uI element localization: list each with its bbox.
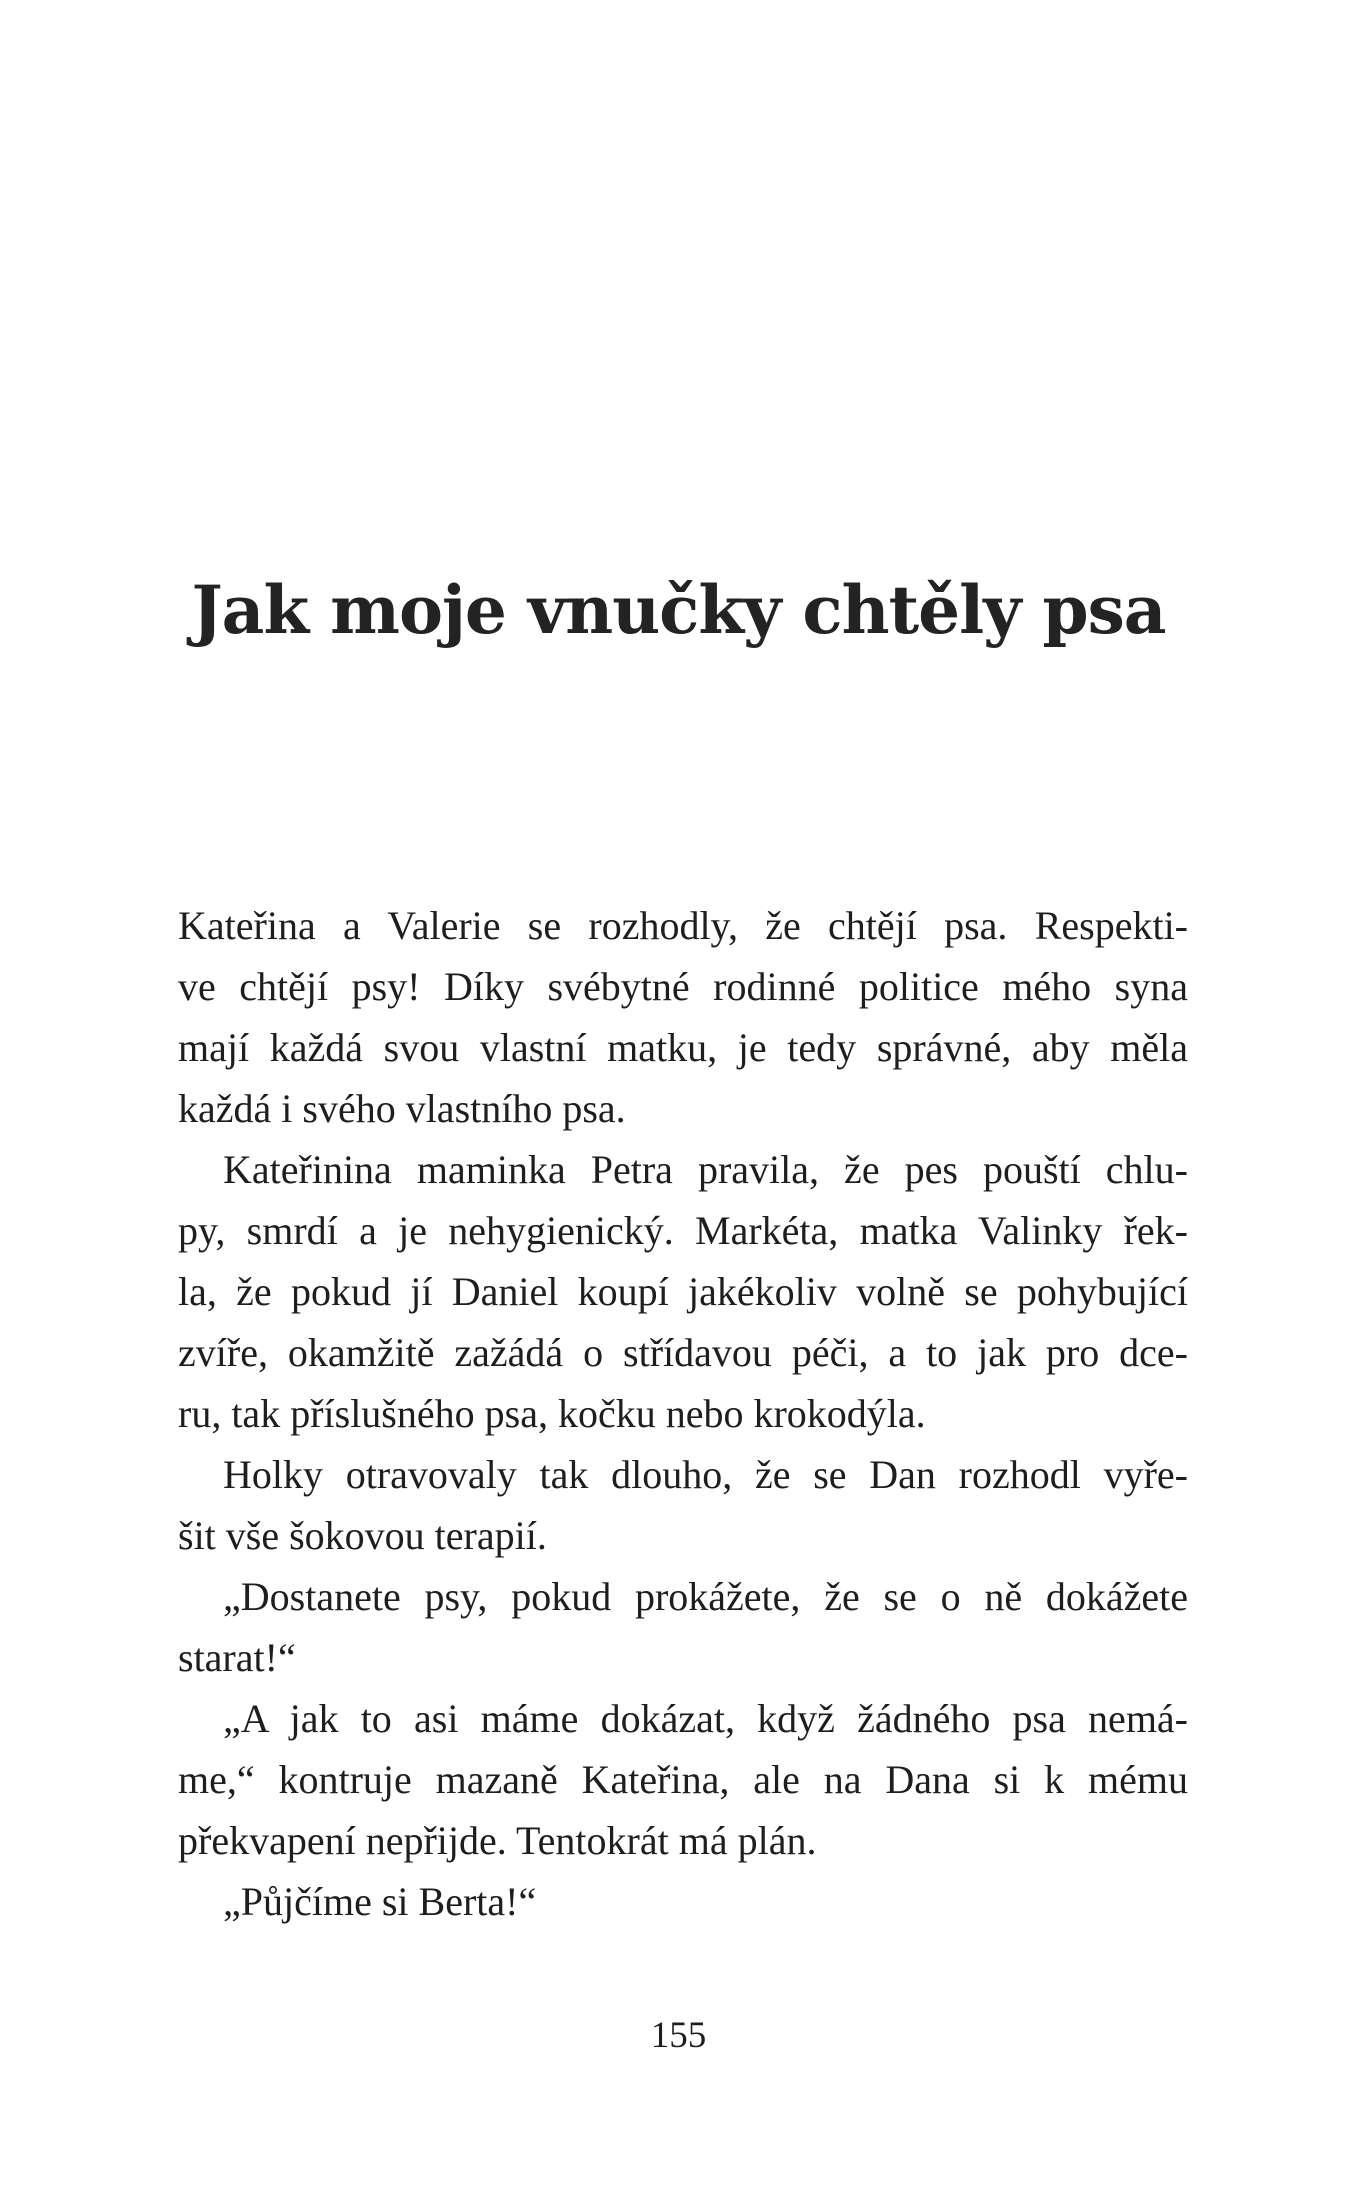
text-line: Holky otravovaly tak dlouho, že se Dan rozhodl vyře- <box>223 1452 1188 1497</box>
text-line: překvapení nepřijde. Tentokrát má plán. <box>178 1818 817 1863</box>
text-line: Kateřinina maminka Petra pravila, že pes pouští chlu- <box>223 1147 1188 1192</box>
text-line: mají každá svou vlastní matku, je tedy správné, aby měla <box>178 1025 1188 1070</box>
text-line: „Půjčíme si Berta!“ <box>223 1879 537 1924</box>
text-line: ve chtějí psy! Díky svébytné rodinné politice mého syna <box>178 964 1188 1009</box>
text-line: „Dostanete psy, pokud prokážete, že se o ně dokážete <box>223 1574 1188 1619</box>
page-number: 155 <box>650 2015 707 2056</box>
text-line: „A jak to asi máme dokázat, když žádného psa nemá- <box>223 1696 1188 1741</box>
text-line: ru, tak příslušného psa, kočku nebo krokodýla. <box>178 1391 926 1436</box>
text-line: py, smrdí a je nehygienický. Markéta, matka Valinky řek- <box>178 1208 1188 1253</box>
chapter-title: Jak moje vnučky chtěly psa <box>191 571 1166 649</box>
body-text <box>178 895 1188 1932</box>
text-line: me,“ kontruje mazaně Kateřina, ale na Dana si k mému <box>178 1757 1188 1802</box>
text-line: starat!“ <box>178 1635 296 1680</box>
text-line: šit vše šokovou terapií. <box>178 1513 547 1558</box>
text-line: la, že pokud jí Daniel koupí jakékoliv volně se pohybující <box>178 1269 1188 1314</box>
text-line: zvíře, okamžitě zažádá o střídavou péči, a to jak pro dce- <box>178 1330 1188 1375</box>
text-line: každá i svého vlastního psa. <box>178 1086 626 1131</box>
text-line: Kateřina a Valerie se rozhodly, že chtějí psa. Respekti- <box>178 903 1188 948</box>
